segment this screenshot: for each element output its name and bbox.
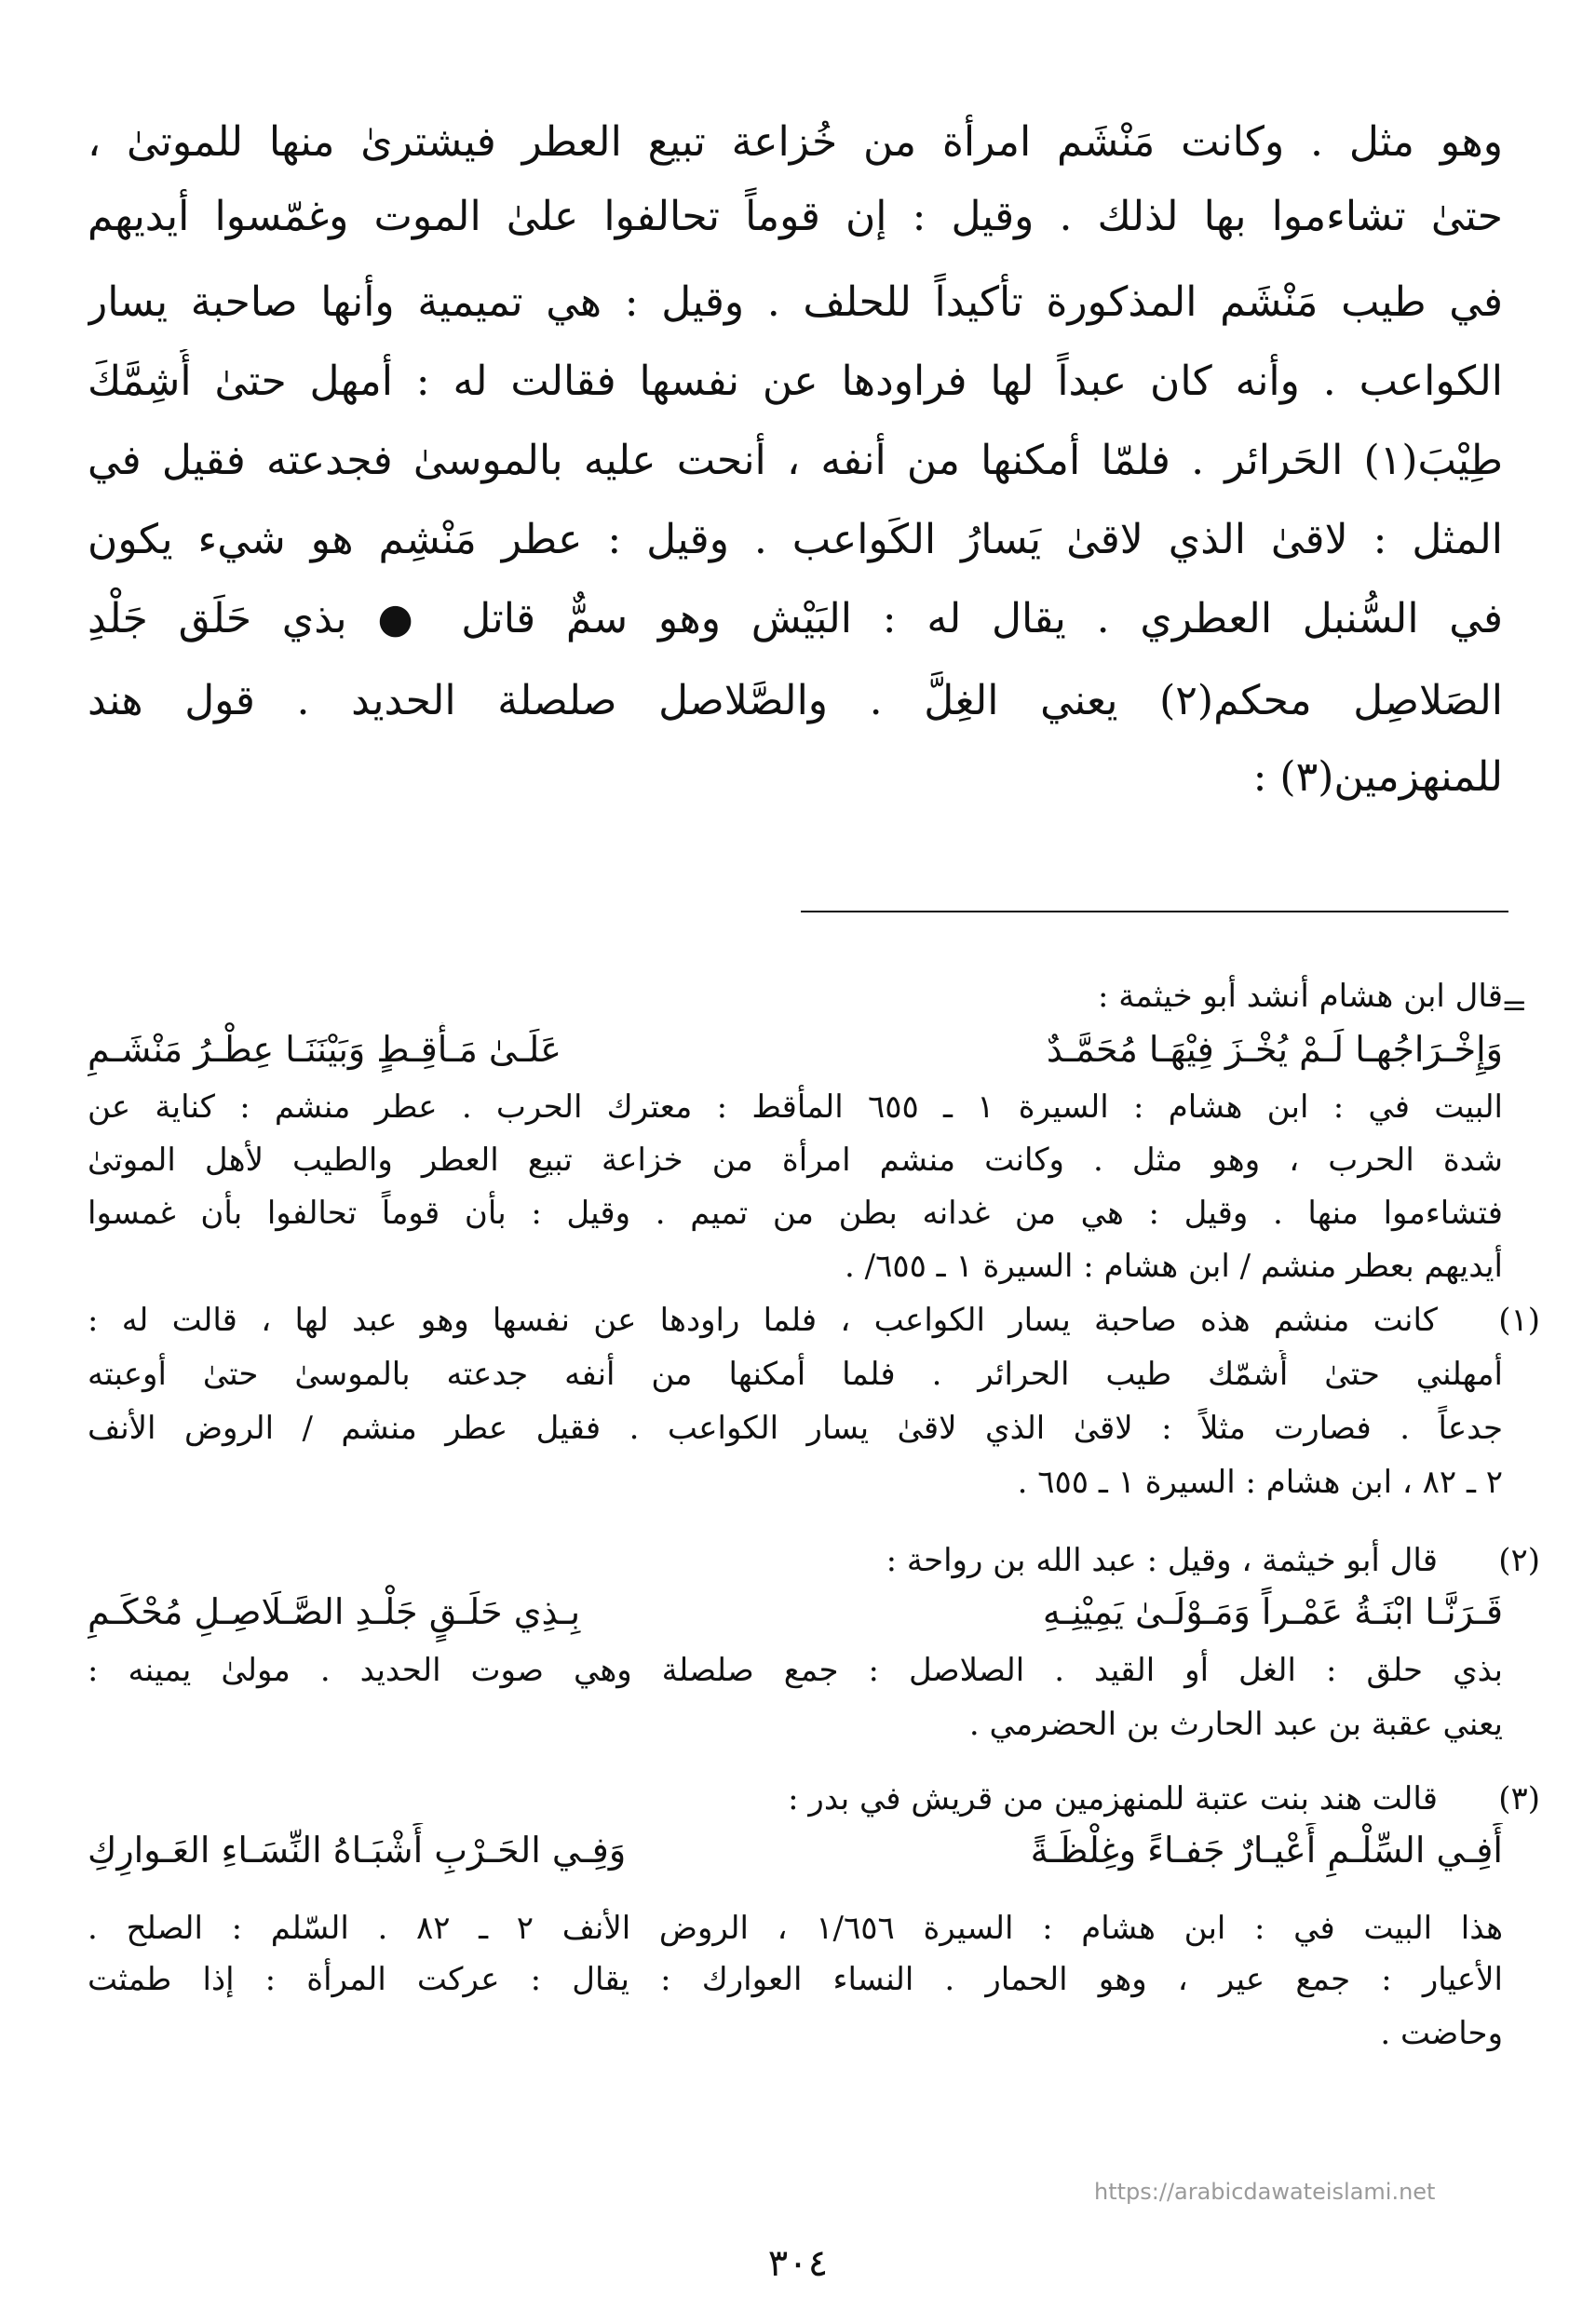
verse-hemistich: وَفِـي الحَـرْبِ أَشْبَـاهُ النِّسَـاءِ العَـوارِكِ	[88, 1830, 627, 1871]
footnote-line: وحاضت .	[1380, 2015, 1503, 2052]
footnote-line: أيديهم بعطر منشم / ابن هشام : السيرة ١ ـ ٦٥٥/ .	[845, 1248, 1503, 1285]
verse-hemistich: بِـذِي حَلَـقٍ جَلْـدِ الصَّـلَاصِـلِ مُحْكَـمِ	[88, 1591, 581, 1632]
main-line: في السُّنبل العطري . يقال له : البَيْش وهو سمٌّ قاتل ● بذي حَلَق جَلْدِ	[88, 595, 1503, 642]
footnote-line: الأعيار : جمع عير ، وهو الحمار . النساء العوارك : يقال : عركت المرأة : إذا طمثت	[88, 1961, 1503, 1998]
footnote-continuation-mark: =	[1501, 987, 1528, 1024]
footnote-line: فتشاءموا منها . وقيل : هي من غدانه بطن من تميم . وقيل : بأن قوماً تحالفوا بأن غمسوا	[88, 1195, 1503, 1232]
footnote-separator	[801, 911, 1508, 912]
footnote-line: كانت منشم هذه صاحبة يسار الكواعب ، فلما راودها عن نفسها وهو عبد لها ، قالت له :	[88, 1302, 1438, 1339]
main-line: حتىٰ تشاءموا بها لذلك . وقيل : إن قوماً تحالفوا علىٰ الموت وغمّسوا أيديهم	[88, 193, 1503, 240]
watermark-url: https://arabicdawateislami.net	[1094, 2179, 1436, 2205]
footnote-line: بذي حلق : الغل أو القيد . الصلاصل : جمع صلصلة وهي صوت الحديد . مولىٰ يمينه :	[88, 1652, 1503, 1689]
footnote-marker: (٢)	[1498, 1542, 1540, 1579]
footnote-intro: قال أبو خيثمة ، وقيل : عبد الله بن رواحة :	[886, 1542, 1438, 1579]
footnote-line: شدة الحرب ، وهو مثل . وكانت منشم امرأة من خزاعة تبيع العطر والطيب لأهل الموتىٰ	[88, 1142, 1503, 1179]
main-line: في طيب مَنْشَم المذكورة تأكيداً للحلف . وقيل : هي تميمية وأنها صاحبة يسار	[88, 278, 1503, 326]
verse-hemistich: أَفِـي السِّلْـمِ أَعْيـارٌ جَفـاءً وغِلْظَـةً	[1030, 1830, 1503, 1871]
verse-hemistich: وَإِخْـرَاجُهـا لَـمْ يُخْـزَ فِيْهَـا مُحَمَّـدٌ	[1046, 1029, 1503, 1070]
footnote-line: أمهلني حتىٰ أُشمّك طيب الحرائر . فلما أمكنها من أنفه جدعته بالموسىٰ حتىٰ أوعبته	[88, 1356, 1503, 1393]
main-line: وهو مثل . وكانت مَنْشَم امرأة من خُزاعة تبيع العطر فيشترىٰ منها للموتىٰ ،	[88, 118, 1503, 166]
footnote-line: البيت في : ابن هشام : السيرة ١ ـ ٦٥٥ المأقط : معترك الحرب . عطر منشم : كناية عن	[88, 1088, 1503, 1126]
main-line: الكواعب . وأنه كان عبداً لها فراودها عن نفسها فقالت له : أمهل حتىٰ أُشِمَّكَ	[88, 358, 1503, 405]
main-line: الصَلاصِل محكم(٢) يعني الغِلَّ . والصَّلاصل صلصلة الحديد . قول هند	[88, 677, 1503, 724]
footnote-intro: قال ابن هشام أنشد أبو خيثمة :	[1097, 978, 1503, 1015]
main-line: طِيْبَ(١) الحَرائر . فلمّا أمكنها من أنفه ، أنحت عليه بالموسىٰ فجدعته فقيل في	[88, 437, 1503, 484]
footnote-marker: (٣)	[1498, 1780, 1540, 1817]
footnote-line: يعني عقبة بن عبد الحارث بن الحضرمي .	[968, 1706, 1503, 1743]
footnote-line: هذا البيت في : ابن هشام : السيرة ١/٦٥٦ ، الروض الأنف ٢ ـ ٨٢ . السّلم : الصلح .	[88, 1910, 1503, 1947]
footnote-intro: قالت هند بنت عتبة للمنهزمين من قريش في بدر :	[788, 1780, 1438, 1817]
main-line: المثل : لاقىٰ الذي لاقىٰ يَسارُ الكَواعب . وقيل : عطر مَنْشِم هو شيء يكون	[88, 516, 1503, 563]
footnote-verse	[88, 1585, 1503, 1642]
page-number: ٣٠٤	[767, 2242, 829, 2285]
footnote-verse	[88, 1022, 1503, 1080]
main-line: للمنهزمين(٣) :	[1252, 753, 1503, 801]
verse-hemistich: عَلَـىٰ مَـأْقِـطٍ وَبَيْنَنَـا عِطْـرُ مَنْشَـمِ	[88, 1029, 561, 1070]
verse-hemistich: قَـرَنَّـا ابْنَـةُ عَمْـراً وَمَـوْلَـىٰ يَمِيْنِـهِ	[1042, 1591, 1503, 1632]
footnote-line: ٢ ـ ٨٢ ، ابن هشام : السيرة ١ ـ ٦٥٥ .	[1017, 1464, 1503, 1501]
footnote-marker: (١)	[1498, 1302, 1540, 1339]
footnote-verse	[88, 1823, 1503, 1881]
footnote-line: جدعاً . فصارت مثلاً : لاقىٰ الذي لاقىٰ يسار الكواعب . فقيل عطر منشم / الروض الأنف	[88, 1410, 1503, 1447]
